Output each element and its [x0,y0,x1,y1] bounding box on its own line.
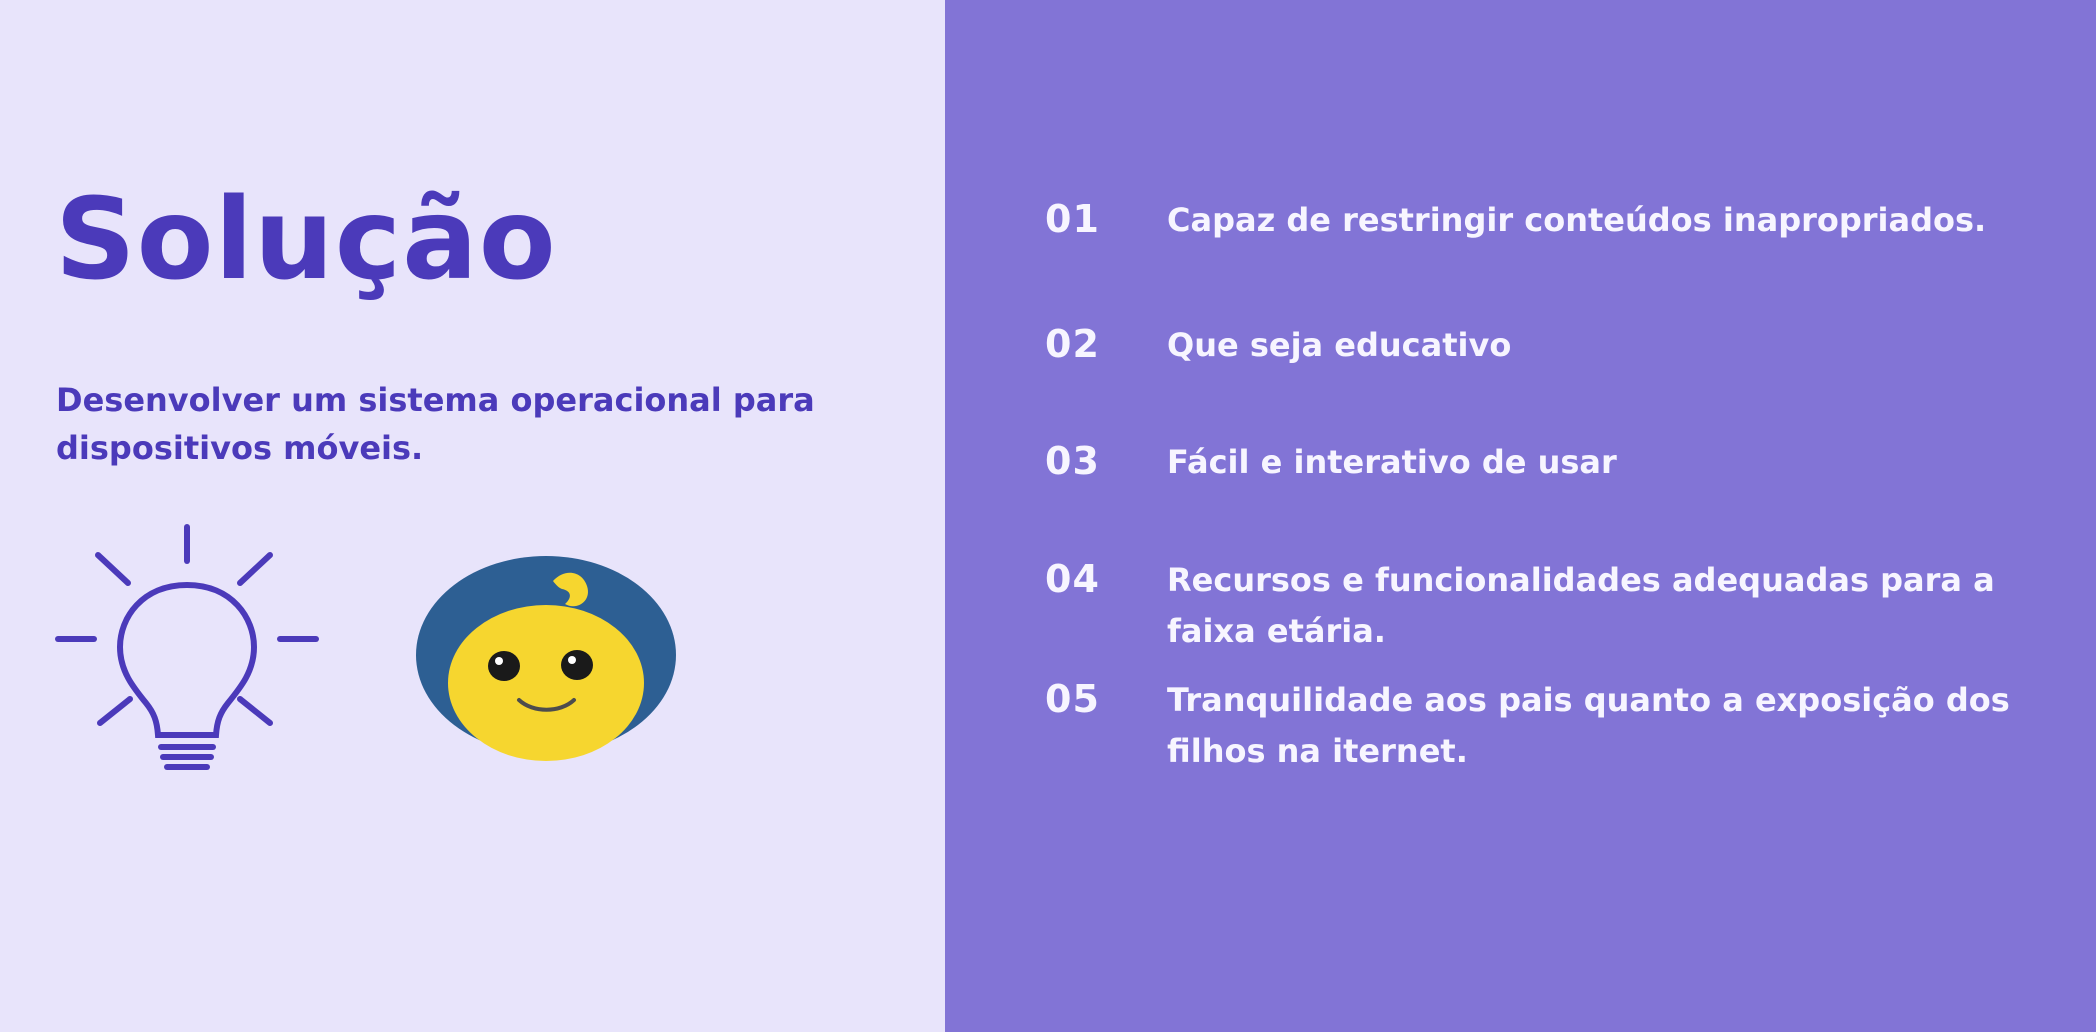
lightbulb-icon [50,515,330,775]
point-number: 03 [1045,439,1100,483]
left-panel [0,0,945,1032]
point-number: 04 [1045,557,1100,601]
point-number: 02 [1045,322,1100,366]
point-number: 05 [1045,677,1100,721]
point-text: Recursos e funcionalidades adequadas para a faixa etária. [1167,561,1995,650]
point-text: Fácil e interativo de usar [1167,443,1617,481]
slide-subtitle: Desenvolver um sistema operacional para dispositivos móveis. [56,381,815,467]
right-panel [945,0,2096,1032]
point-text: Capaz de restringir conteúdos inapropriados. [1167,201,1987,239]
slide-title: Solução [55,175,557,305]
point-number: 01 [1045,197,1100,241]
solution-points-list [945,0,2096,1032]
point-text: Que seja educativo [1167,326,1512,364]
mascot-avatar [415,555,677,765]
point-text: Tranquilidade aos pais quanto a exposição dos filhos na iternet. [1167,681,2010,770]
